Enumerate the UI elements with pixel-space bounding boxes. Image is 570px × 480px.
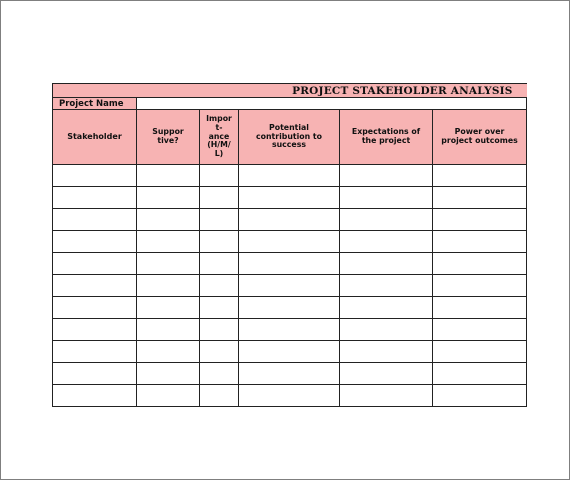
table-cell[interactable]: [433, 363, 527, 385]
table-cell[interactable]: [239, 165, 340, 187]
table-cell[interactable]: [340, 275, 433, 297]
table-row: [53, 275, 527, 297]
column-header-supportive: Suppor tive?: [137, 110, 200, 165]
table-cell[interactable]: [200, 187, 239, 209]
table-cell[interactable]: [200, 253, 239, 275]
table-cell[interactable]: [137, 385, 200, 407]
table-cell[interactable]: [340, 253, 433, 275]
table-cell[interactable]: [137, 187, 200, 209]
table-cell[interactable]: [340, 385, 433, 407]
table-cell[interactable]: [137, 363, 200, 385]
table-cell[interactable]: [53, 209, 137, 231]
table-cell[interactable]: [239, 385, 340, 407]
table-cell[interactable]: [137, 253, 200, 275]
table-cell[interactable]: [137, 297, 200, 319]
table-cell[interactable]: [340, 165, 433, 187]
table-cell[interactable]: [239, 187, 340, 209]
table-cell[interactable]: [239, 363, 340, 385]
table-cell[interactable]: [137, 319, 200, 341]
table-cell[interactable]: [53, 319, 137, 341]
project-name-row: [53, 98, 527, 110]
table-cell[interactable]: [340, 209, 433, 231]
column-header-expectations: Expectations of the project: [340, 110, 433, 165]
table-cell[interactable]: [137, 275, 200, 297]
table-row: [53, 297, 527, 319]
table-cell[interactable]: [200, 209, 239, 231]
table-cell[interactable]: [433, 187, 527, 209]
table-cell[interactable]: [239, 253, 340, 275]
table-cell[interactable]: [200, 231, 239, 253]
table-cell[interactable]: [239, 341, 340, 363]
table-cell[interactable]: [200, 341, 239, 363]
project-name-field[interactable]: [137, 98, 527, 110]
table-cell[interactable]: [239, 319, 340, 341]
table-cell[interactable]: [433, 297, 527, 319]
table-cell[interactable]: [53, 187, 137, 209]
column-header-potential-contribution: Potential contribution to success: [239, 110, 340, 165]
table-cell[interactable]: [53, 341, 137, 363]
table-cell[interactable]: [433, 275, 527, 297]
table-cell[interactable]: [200, 319, 239, 341]
project-name-label: Project Name: [53, 98, 137, 110]
table-row: [53, 319, 527, 341]
column-header-row: [53, 110, 527, 165]
table-cell[interactable]: [340, 319, 433, 341]
stakeholder-analysis-table: [52, 83, 527, 407]
table-row: [53, 187, 527, 209]
table-cell[interactable]: [53, 165, 137, 187]
title-row: [53, 84, 527, 98]
table-row: [53, 253, 527, 275]
table-cell[interactable]: [200, 385, 239, 407]
table-cell[interactable]: [433, 385, 527, 407]
table-cell[interactable]: [200, 363, 239, 385]
table-row: [53, 165, 527, 187]
table-cell[interactable]: [200, 297, 239, 319]
table-row: [53, 231, 527, 253]
table-cell[interactable]: [239, 231, 340, 253]
column-header-stakeholder: Stakeholder: [53, 110, 137, 165]
form-title: PROJECT STAKEHOLDER ANALYSIS: [53, 84, 527, 98]
table-cell[interactable]: [239, 275, 340, 297]
table-cell[interactable]: [200, 165, 239, 187]
table-cell[interactable]: [433, 319, 527, 341]
table-cell[interactable]: [433, 231, 527, 253]
table-cell[interactable]: [340, 231, 433, 253]
table-cell[interactable]: [433, 253, 527, 275]
column-header-power: Power over project outcomes: [433, 110, 527, 165]
table-cell[interactable]: [340, 341, 433, 363]
table-cell[interactable]: [137, 341, 200, 363]
table-cell[interactable]: [340, 297, 433, 319]
table-cell[interactable]: [433, 341, 527, 363]
table-cell[interactable]: [137, 209, 200, 231]
table-row: [53, 385, 527, 407]
table-row: [53, 341, 527, 363]
table-cell[interactable]: [53, 385, 137, 407]
table-cell[interactable]: [433, 165, 527, 187]
table-cell[interactable]: [239, 297, 340, 319]
table-cell[interactable]: [239, 209, 340, 231]
table-cell[interactable]: [137, 165, 200, 187]
column-header-importance: Impor t- ance (H/M/ L): [200, 110, 239, 165]
table-cell[interactable]: [53, 231, 137, 253]
table-cell[interactable]: [53, 297, 137, 319]
table-cell[interactable]: [200, 275, 239, 297]
table-cell[interactable]: [340, 187, 433, 209]
table-cell[interactable]: [53, 363, 137, 385]
table-cell[interactable]: [53, 253, 137, 275]
table-cell[interactable]: [433, 209, 527, 231]
table-row: [53, 209, 527, 231]
table-cell[interactable]: [137, 231, 200, 253]
table-cell[interactable]: [340, 363, 433, 385]
table-row: [53, 363, 527, 385]
table-cell[interactable]: [53, 275, 137, 297]
